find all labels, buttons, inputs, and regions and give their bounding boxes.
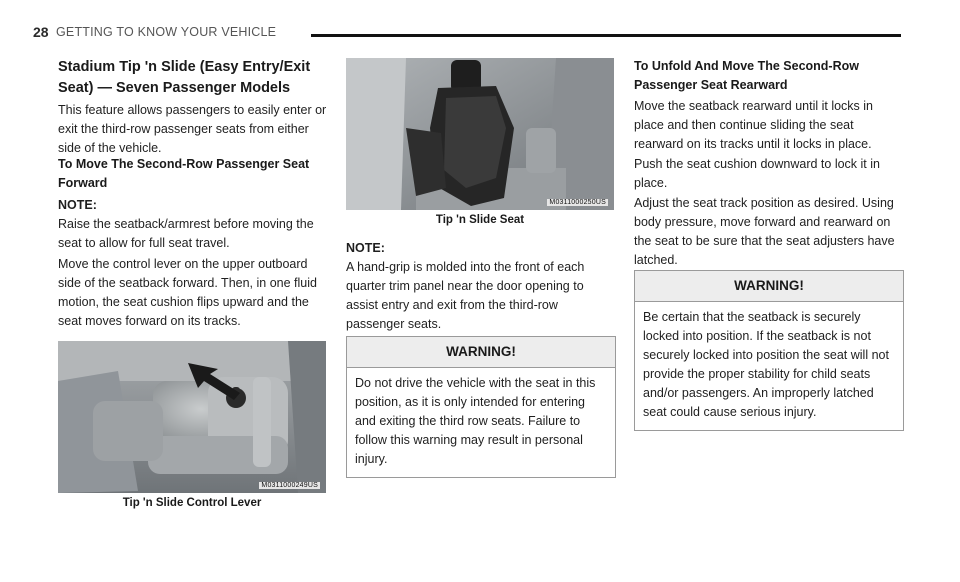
figure-control-lever xyxy=(58,341,326,493)
figure-tip-slide-seat xyxy=(346,58,614,210)
warning-title: WARNING! xyxy=(347,337,615,368)
warning-title: WARNING! xyxy=(635,271,903,302)
warning-text: Do not drive the vehicle with the seat in this position, as it is only intended for entering and exiting the third row seats. Failure to follow this warning may result in personal injury. xyxy=(355,376,596,466)
paragraph-3: Adjust the seat track position as desired. Using body pressure, move forward and rearward on the seat to be sure that the seat adjusters have latched. xyxy=(634,196,895,267)
figure-caption: Tip 'n Slide Seat xyxy=(435,214,525,226)
subheading-unfold-rearward: To Unfold And Move The Second-Row Passenger Seat Rearward xyxy=(634,59,859,92)
instruction-paragraph: Move the control lever on the upper outboard side of the seatback forward. Then, in one fluid motion, the seat cushion flips upward and the seat moves forward on its tracks. xyxy=(58,257,317,328)
page-number: 28 xyxy=(33,24,49,40)
page-header xyxy=(33,24,903,44)
folded-seat-illustration xyxy=(346,58,614,210)
note-text: Raise the seatback/armrest before moving the seat to allow for full seat travel. xyxy=(58,217,314,250)
figure-code: M0311000249US xyxy=(261,482,318,489)
section-title: GETTING TO KNOW YOUR VEHICLE xyxy=(56,25,277,39)
intro-paragraph: This feature allows passengers to easily enter or exit the third-row passenger seats from either side of the vehicle. xyxy=(58,103,327,155)
warning-text: Be certain that the seatback is securely locked into position. If the seatback is not securely locked into position the seat will not provide the proper stability for child seats and/or passengers. An improperly latched seat could cause serious injury. xyxy=(643,310,889,419)
section-heading: Stadium Tip 'n Slide (Easy Entry/Exit Seat) — Seven Passenger Models xyxy=(58,59,311,96)
note-block xyxy=(58,196,328,253)
seat-interior-illustration xyxy=(58,341,326,493)
figure-code: M0311000250US xyxy=(549,199,606,206)
note-text: A hand-grip is molded into the front of each quarter trim panel near the door opening to assist entry and exit from the third-row passenger seats. xyxy=(346,260,585,331)
paragraph-2: Push the seat cushion downward to lock it in place. xyxy=(634,157,880,190)
warning-box xyxy=(634,270,904,431)
warning-box xyxy=(346,336,616,478)
note-block xyxy=(346,239,616,334)
note-label: NOTE: xyxy=(58,198,97,212)
header-rule xyxy=(311,34,901,37)
figure-caption: Tip 'n Slide Control Lever xyxy=(122,497,262,509)
paragraph-1: Move the seatback rearward until it locks in place and then continue sliding the seat rearward on its tracks until it locks in place. xyxy=(634,99,873,151)
subheading-move-forward: To Move The Second-Row Passenger Seat Forward xyxy=(58,157,310,190)
note-label: NOTE: xyxy=(346,241,385,255)
